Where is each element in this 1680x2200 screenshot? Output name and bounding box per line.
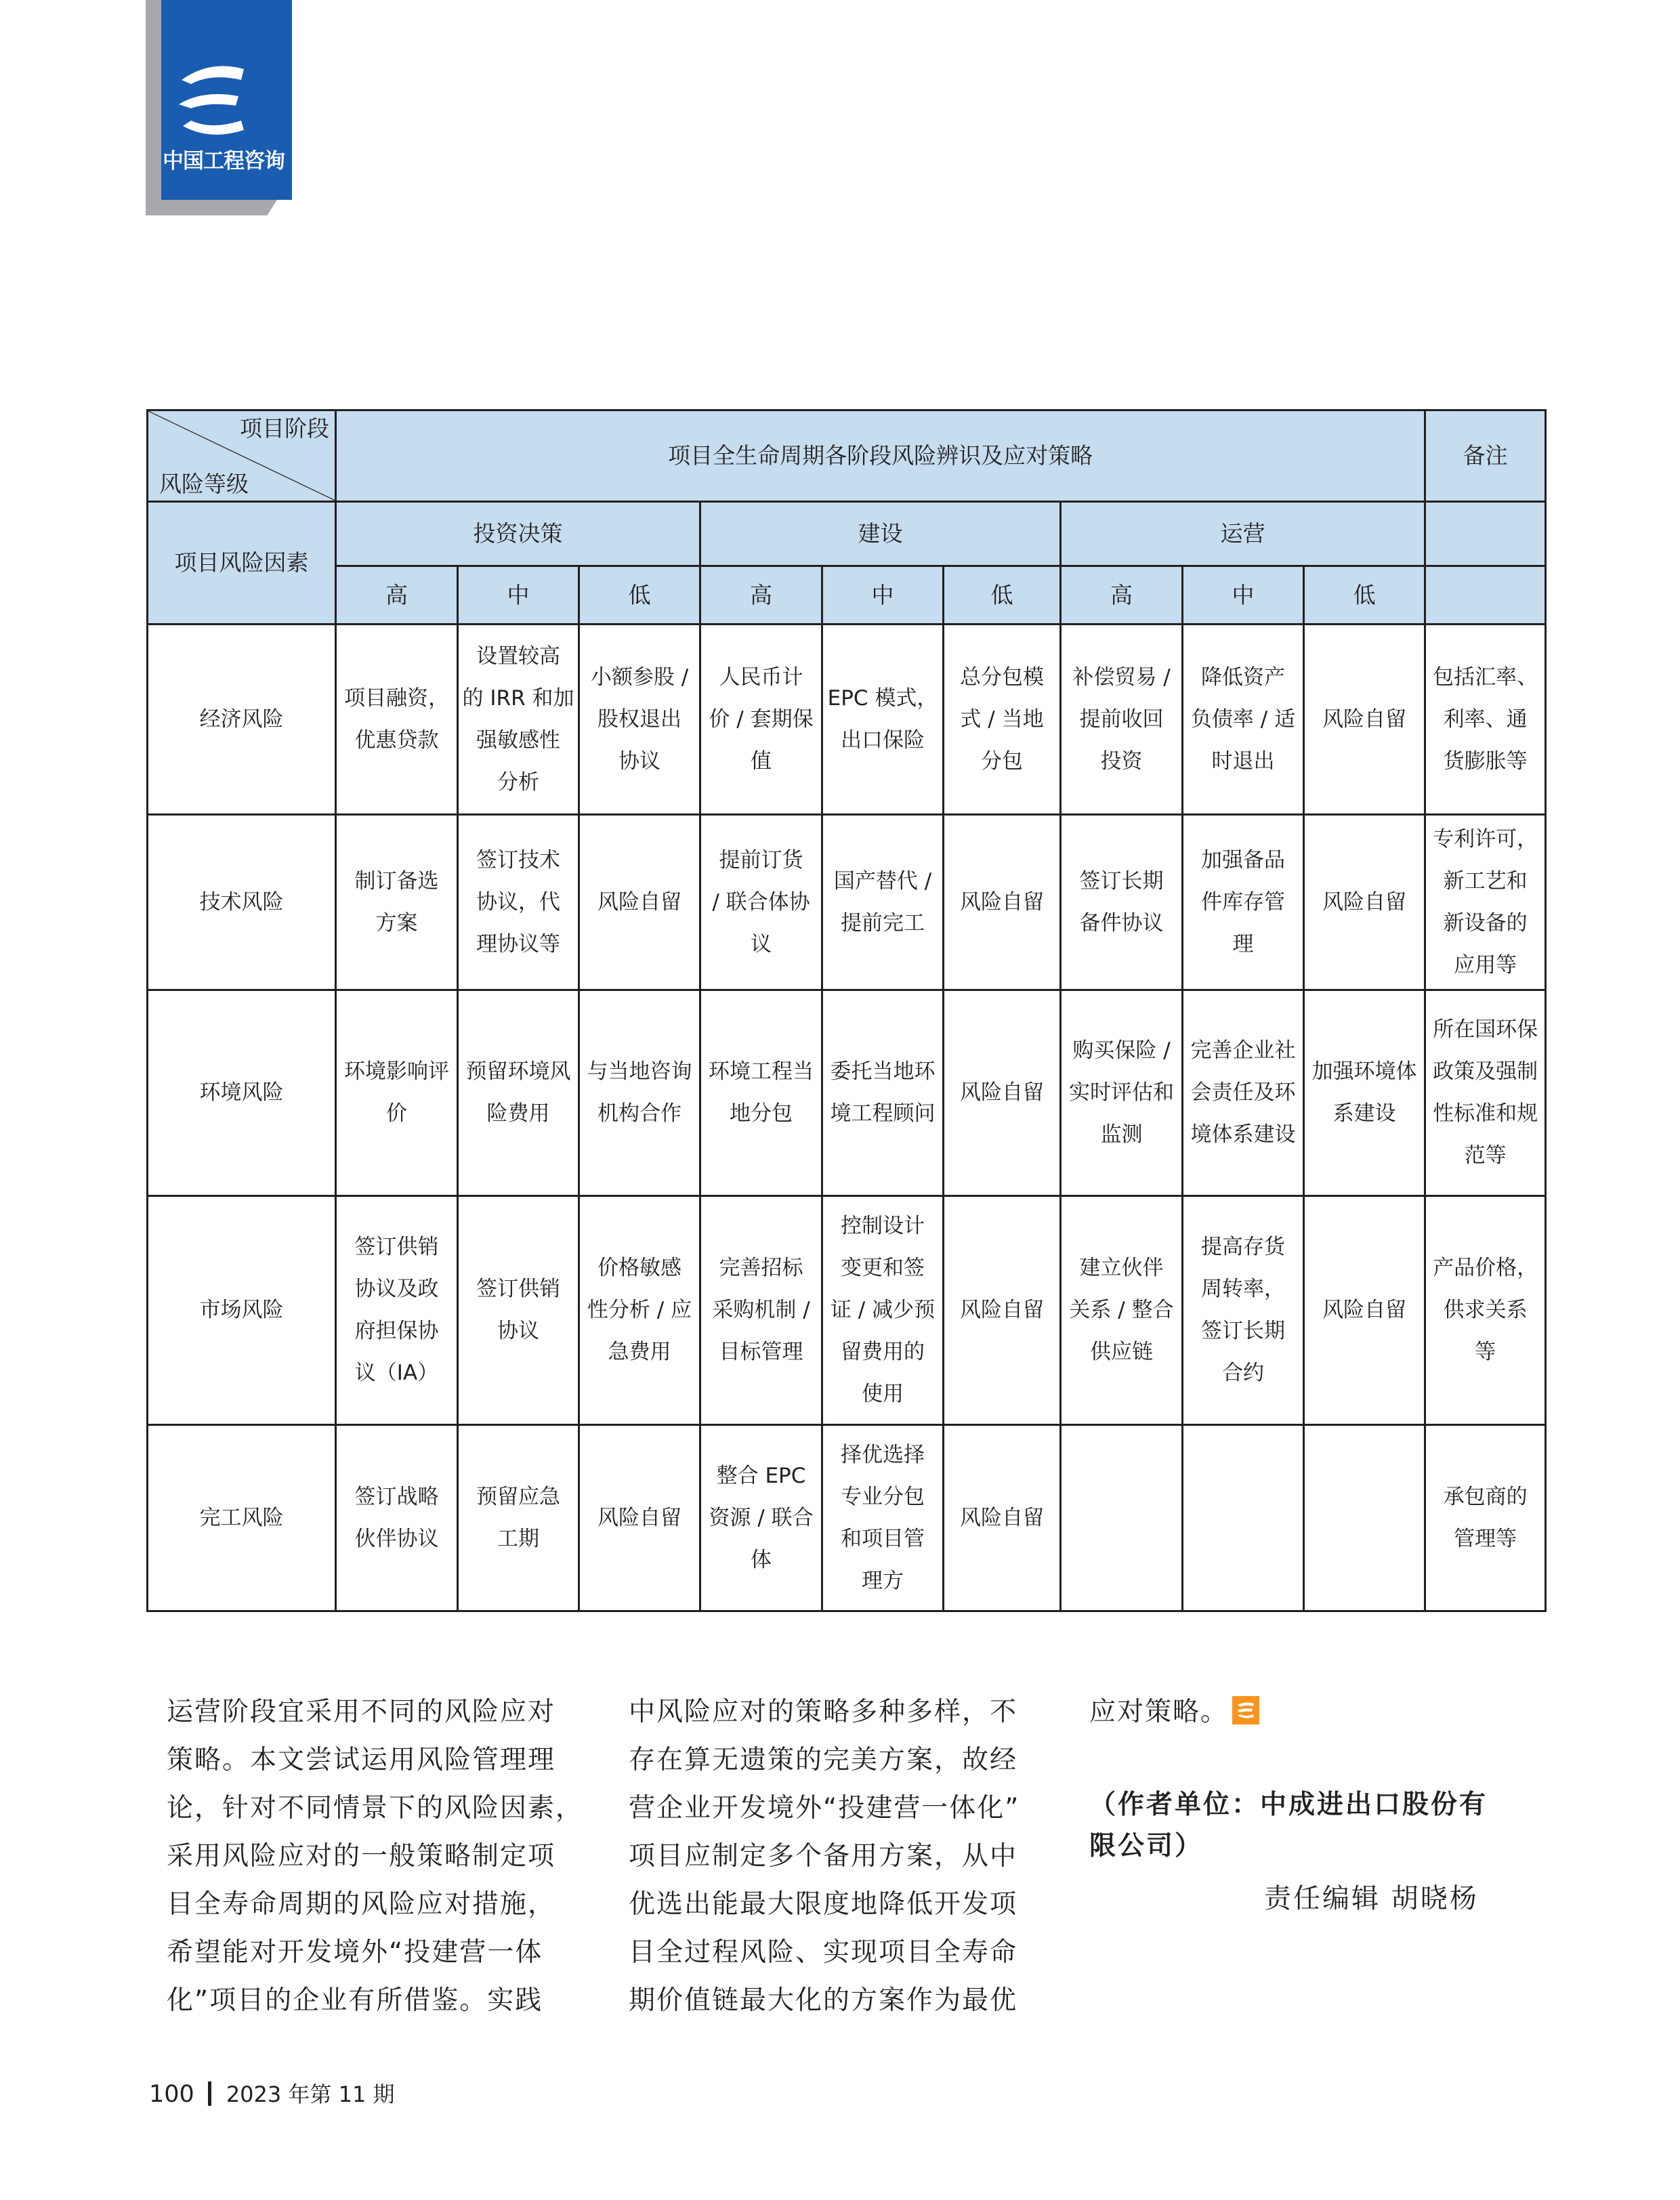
strategy-cell: [1183, 1424, 1304, 1611]
cell-text-line: 等: [1475, 1340, 1496, 1365]
strategy-cell: [336, 1424, 458, 1611]
strategy-cell: [822, 1424, 944, 1611]
corner-header-cell: [148, 410, 336, 502]
cell-text-line: 协议: [497, 1319, 539, 1344]
cell-text-line: 利率、通: [1443, 706, 1528, 732]
cell-text-line: 风险自留: [597, 1505, 681, 1530]
risk-level-header: 高: [700, 566, 822, 625]
cell-text-line: 府担保协: [354, 1319, 439, 1344]
cell-text-line: 货膨胀等: [1443, 748, 1528, 774]
page-footer: [149, 2079, 395, 2109]
cell-text-line: 使用: [862, 1382, 904, 1407]
strategy-cell: [579, 815, 700, 990]
cell-text-line: 供求关系: [1443, 1298, 1528, 1323]
cell-text-line: 境体系建设: [1190, 1122, 1296, 1147]
cell-text-line: 的 IRR 和加: [462, 685, 574, 711]
cell-text-line: 理协议等: [476, 932, 560, 957]
strategy-cell: [458, 624, 579, 814]
cell-text-line: 提前订货: [719, 848, 803, 873]
strategy-cell: [1061, 815, 1183, 990]
body-text-line: 营企业开发境外“投建营一体化”: [629, 1793, 1020, 1823]
cell-text-line: 关系 / 整合: [1069, 1298, 1174, 1323]
table-row: [148, 1424, 1546, 1611]
cell-text-line: 理方: [862, 1568, 904, 1593]
strategy-cell: [944, 815, 1061, 990]
cell-text-line: 提高存货: [1201, 1235, 1285, 1260]
cell-text-line: 设置较高: [476, 643, 560, 669]
cell-text-line: 体: [751, 1547, 772, 1572]
cell-text-line: 分包: [981, 748, 1023, 774]
risk-level-header: 中: [458, 566, 579, 625]
body-column-3: [1089, 1688, 1259, 1736]
strategy-cell: [1183, 815, 1304, 990]
cell-text-line: 国产替代 /: [833, 869, 932, 894]
cell-text-line: 风险自留: [960, 890, 1044, 915]
strategy-cell: [579, 1424, 700, 1611]
risk-factor-cell: 完工风险: [148, 1424, 336, 1611]
cell-text-line: 委托当地环: [830, 1059, 936, 1084]
cell-text-line: 控制设计: [841, 1214, 925, 1239]
cell-text-line: 总分包模: [960, 664, 1044, 690]
cell-text-line: 政策及强制: [1433, 1059, 1538, 1084]
cell-text-line: 签订供销: [476, 1277, 560, 1302]
risk-factor-cell: 技术风险: [148, 815, 336, 990]
table-row: [148, 815, 1546, 990]
author-line: （作者单位：中成进出口股份有: [1089, 1790, 1488, 1820]
cell-text-line: 股权退出: [597, 706, 681, 732]
cell-text-line: 整合 EPC: [716, 1463, 806, 1488]
cell-text-line: 价格敏感: [597, 1256, 681, 1281]
table-row: [148, 990, 1546, 1196]
empty-header-cell: [1425, 501, 1546, 566]
body-text-line: 中风险应对的策略多种多样，不: [629, 1697, 1018, 1727]
cell-text-line: 投资: [1100, 748, 1143, 774]
cell-text-line: 价 / 套期保: [709, 706, 814, 732]
cell-text-line: 所在国环保: [1433, 1017, 1538, 1042]
remark-cell: [1425, 1196, 1546, 1424]
cell-text-line: 产品价格，: [1433, 1256, 1538, 1281]
strategy-cell: [1183, 624, 1304, 814]
cell-text-line: / 联合体协: [712, 890, 810, 915]
cell-text-line: 新工艺和: [1443, 869, 1528, 894]
cell-text-line: 预留应急: [476, 1484, 560, 1509]
remark-header: 备注: [1425, 410, 1546, 502]
cell-text-line: 变更和签: [841, 1256, 925, 1281]
cell-text-line: 机构合作: [597, 1101, 681, 1126]
body-text-line: 采用风险应对的一般策略制定项: [167, 1841, 556, 1871]
cell-text-line: 应用等: [1454, 953, 1517, 978]
table-title: 项目全生命周期各阶段风险辨识及应对策略: [336, 410, 1425, 502]
strategy-cell: [1304, 815, 1425, 990]
issue-label: 2023 年第 11 期: [226, 2081, 395, 2107]
cell-text-line: 风险自留: [1322, 706, 1407, 732]
page-number: 100: [149, 2081, 194, 2108]
cell-text-line: 值: [751, 748, 772, 774]
strategy-cell: [458, 990, 579, 1196]
body-text-line: 运营阶段宜采用不同的风险应对: [167, 1697, 556, 1727]
cell-text-line: 择优选择: [841, 1442, 925, 1467]
closing-line: 应对策略。: [1089, 1697, 1229, 1727]
cell-text-line: 地分包: [730, 1101, 793, 1126]
strategy-cell: [700, 1424, 822, 1611]
cell-text-line: 签订供销: [354, 1235, 439, 1260]
cell-text-line: 实时评估和: [1069, 1080, 1174, 1105]
risk-level-header: 高: [336, 566, 458, 625]
cell-text-line: 承包商的: [1443, 1484, 1528, 1509]
cell-text-line: 购买保险 /: [1072, 1038, 1171, 1063]
cell-text-line: 证 / 减少预: [830, 1298, 936, 1323]
risk-factor-cell: 市场风险: [148, 1196, 336, 1424]
body-text-line: 优选出能最大限度地降低开发项: [629, 1889, 1018, 1920]
cell-text-line: 价: [386, 1101, 407, 1126]
footer-divider: [208, 2081, 211, 2106]
cell-text-line: 管理等: [1454, 1526, 1517, 1551]
cell-text-line: 目标管理: [719, 1340, 803, 1365]
cell-text-line: 备件协议: [1079, 911, 1164, 936]
cell-text-line: 协议，代: [476, 890, 560, 915]
strategy-cell: [822, 1196, 944, 1424]
risk-factor-cell: 经济风险: [148, 624, 336, 814]
cell-text-line: 监测: [1100, 1122, 1143, 1147]
risk-level-header: 高: [1061, 566, 1183, 625]
cell-text-line: 补偿贸易 /: [1072, 664, 1171, 690]
phase-header: 建设: [700, 501, 1061, 566]
cell-text-line: 采购机制 /: [712, 1298, 810, 1323]
strategy-cell: [1304, 1196, 1425, 1424]
strategy-cell: [822, 990, 944, 1196]
cell-text-line: 制订备选: [354, 869, 439, 894]
cell-text-line: 留费用的: [841, 1340, 925, 1365]
risk-level-header: 中: [822, 566, 944, 625]
cell-text-line: 理: [1232, 932, 1254, 957]
cell-text-line: 预留环境风: [465, 1059, 571, 1084]
body-text-line: 期价值链最大化的方案作为最优: [629, 1985, 1018, 2016]
end-mark-icon: [1232, 1696, 1259, 1725]
cell-text-line: 与当地咨询: [587, 1059, 692, 1084]
logo-icon: [176, 60, 248, 141]
strategy-cell: [944, 624, 1061, 814]
body-text-line: 策略。本文尝试运用风险管理理: [167, 1745, 556, 1775]
cell-text-line: 议: [751, 932, 772, 957]
cell-text-line: 提前完工: [841, 911, 925, 936]
table-row: [148, 1196, 1546, 1424]
strategy-cell: [579, 990, 700, 1196]
corner-stage-label: 项目阶段: [240, 415, 329, 442]
cell-text-line: 加强备品: [1201, 848, 1285, 873]
strategy-cell: [1061, 1424, 1183, 1611]
cell-text-line: 完善招标: [719, 1256, 803, 1281]
cell-text-line: 会责任及环: [1190, 1080, 1296, 1105]
cell-text-line: 新设备的: [1443, 911, 1528, 936]
cell-text-line: 伙伴协议: [354, 1526, 439, 1551]
strategy-cell: [1061, 990, 1183, 1196]
phase-header: 运营: [1061, 501, 1425, 566]
cell-text-line: 协议: [618, 748, 660, 774]
body-text-line: 希望能对开发境外“投建营一体: [167, 1937, 543, 1968]
cell-text-line: 性标准和规: [1433, 1101, 1538, 1126]
remark-cell: [1425, 815, 1546, 990]
remark-cell: [1425, 990, 1546, 1196]
strategy-cell: [1304, 990, 1425, 1196]
cell-text-line: 签订长期: [1079, 869, 1164, 894]
risk-strategy-table: [146, 409, 1547, 1612]
strategy-cell: [458, 1424, 579, 1611]
cell-text-line: 环境影响评: [344, 1059, 449, 1084]
body-column-2: [629, 1688, 1020, 2025]
strategy-cell: [1183, 1196, 1304, 1424]
cell-text-line: 风险自留: [597, 890, 681, 915]
body-text-line: 化”项目的企业有所借鉴。实践: [167, 1985, 543, 2016]
cell-text-line: 分析: [497, 769, 539, 795]
cell-text-line: 提前收回: [1079, 706, 1164, 732]
strategy-cell: [1304, 624, 1425, 814]
factor-header: 项目风险因素: [148, 501, 336, 624]
strategy-cell: [336, 1196, 458, 1424]
strategy-cell: [944, 1424, 1061, 1611]
strategy-cell: [822, 815, 944, 990]
cell-text-line: 范等: [1464, 1143, 1507, 1168]
cell-text-line: 项目融资，: [344, 685, 449, 711]
cell-text-line: 建立伙伴: [1079, 1256, 1164, 1281]
remark-cell: [1425, 1424, 1546, 1611]
cell-text-line: 签订技术: [476, 848, 560, 873]
strategy-cell: [336, 624, 458, 814]
strategy-cell: [336, 815, 458, 990]
cell-text-line: 件库存管: [1201, 890, 1285, 915]
empty-header-cell: [1425, 566, 1546, 625]
risk-level-header: 低: [1304, 566, 1425, 625]
body-text-line: 论，针对不同情景下的风险因素，: [167, 1793, 584, 1823]
risk-level-header: 中: [1183, 566, 1304, 625]
cell-text-line: 风险自留: [960, 1298, 1044, 1323]
strategy-cell: [336, 990, 458, 1196]
body-text-line: 存在算无遗策的完美方案，故经: [629, 1745, 1018, 1775]
cell-text-line: 专利许可，: [1433, 827, 1538, 852]
corner-level-label: 风险等级: [159, 470, 249, 497]
strategy-cell: [579, 624, 700, 814]
cell-text-line: 境工程顾问: [830, 1101, 936, 1126]
cell-text-line: 优惠贷款: [354, 727, 439, 753]
cell-text-line: 系建设: [1332, 1101, 1396, 1126]
table-row: [148, 624, 1546, 814]
cell-text-line: 时退出: [1211, 748, 1275, 774]
strategy-cell: [458, 815, 579, 990]
cell-text-line: 环境工程当: [709, 1059, 814, 1084]
remark-cell: [1425, 624, 1546, 814]
cell-text-line: 完善企业社: [1190, 1038, 1296, 1063]
cell-text-line: 专业分包: [841, 1484, 925, 1509]
body-text-line: 目全寿命周期的风险应对措施，: [167, 1889, 556, 1920]
strategy-cell: [1304, 1424, 1425, 1611]
cell-text-line: 式 / 当地: [960, 706, 1044, 732]
strategy-cell: [579, 1196, 700, 1424]
cell-text-line: EPC 模式，: [827, 685, 938, 711]
author-line: 限公司）: [1089, 1831, 1204, 1861]
strategy-cell: [700, 1196, 822, 1424]
cell-text-line: 协议及政: [354, 1277, 439, 1302]
strategy-cell: [700, 815, 822, 990]
strategy-cell: [944, 990, 1061, 1196]
cell-text-line: 供应链: [1090, 1340, 1153, 1365]
cell-text-line: 风险自留: [1322, 1298, 1407, 1323]
cell-text-line: 风险自留: [960, 1505, 1044, 1530]
cell-text-line: 人民币计: [719, 664, 803, 690]
cell-text-line: 出口保险: [841, 727, 925, 753]
cell-text-line: 签订长期: [1201, 1319, 1285, 1344]
body-text-line: 项目应制定多个备用方案，从中: [629, 1841, 1018, 1871]
body-text-line: 目全过程风险、实现项目全寿命: [629, 1937, 1018, 1968]
strategy-cell: [700, 624, 822, 814]
cell-text-line: 强敏感性: [476, 727, 560, 753]
cell-text-line: 资源 / 联合: [709, 1505, 814, 1530]
cell-text-line: 风险自留: [960, 1080, 1044, 1105]
strategy-cell: [1061, 1196, 1183, 1424]
author-affiliation: [1089, 1784, 1488, 1867]
cell-text-line: 险费用: [486, 1101, 550, 1126]
cell-text-line: 签订战略: [354, 1484, 439, 1509]
cell-text-line: 周转率，: [1201, 1277, 1285, 1302]
cell-text-line: 议（IA）: [354, 1361, 439, 1386]
cell-text-line: 负债率 / 适: [1190, 706, 1296, 732]
cell-text-line: 合约: [1222, 1361, 1264, 1386]
cell-text-line: 包括汇率、: [1433, 664, 1538, 690]
cell-text-line: 降低资产: [1201, 664, 1285, 690]
cell-text-line: 加强环境体: [1311, 1059, 1417, 1084]
cell-text-line: 小额参股 /: [590, 664, 689, 690]
cell-text-line: 性分析 / 应: [587, 1298, 692, 1323]
risk-level-header: 低: [579, 566, 700, 625]
body-column-1: [167, 1688, 583, 2025]
cell-text-line: 急费用: [608, 1340, 671, 1365]
strategy-cell: [944, 1196, 1061, 1424]
strategy-cell: [1061, 624, 1183, 814]
responsible-editor: 责任编辑 胡晓杨: [1264, 1883, 1479, 1914]
strategy-cell: [822, 624, 944, 814]
strategy-cell: [458, 1196, 579, 1424]
strategy-cell: [1183, 990, 1304, 1196]
cell-text-line: 方案: [375, 911, 418, 936]
risk-level-header: 低: [944, 566, 1061, 625]
phase-header: 投资决策: [336, 501, 700, 566]
strategy-cell: [700, 990, 822, 1196]
risk-factor-cell: 环境风险: [148, 990, 336, 1196]
logo-text: 中国工程咨询: [163, 149, 285, 173]
cell-text-line: 风险自留: [1322, 890, 1407, 915]
cell-text-line: 工期: [497, 1526, 539, 1551]
cell-text-line: 和项目管: [841, 1526, 925, 1551]
